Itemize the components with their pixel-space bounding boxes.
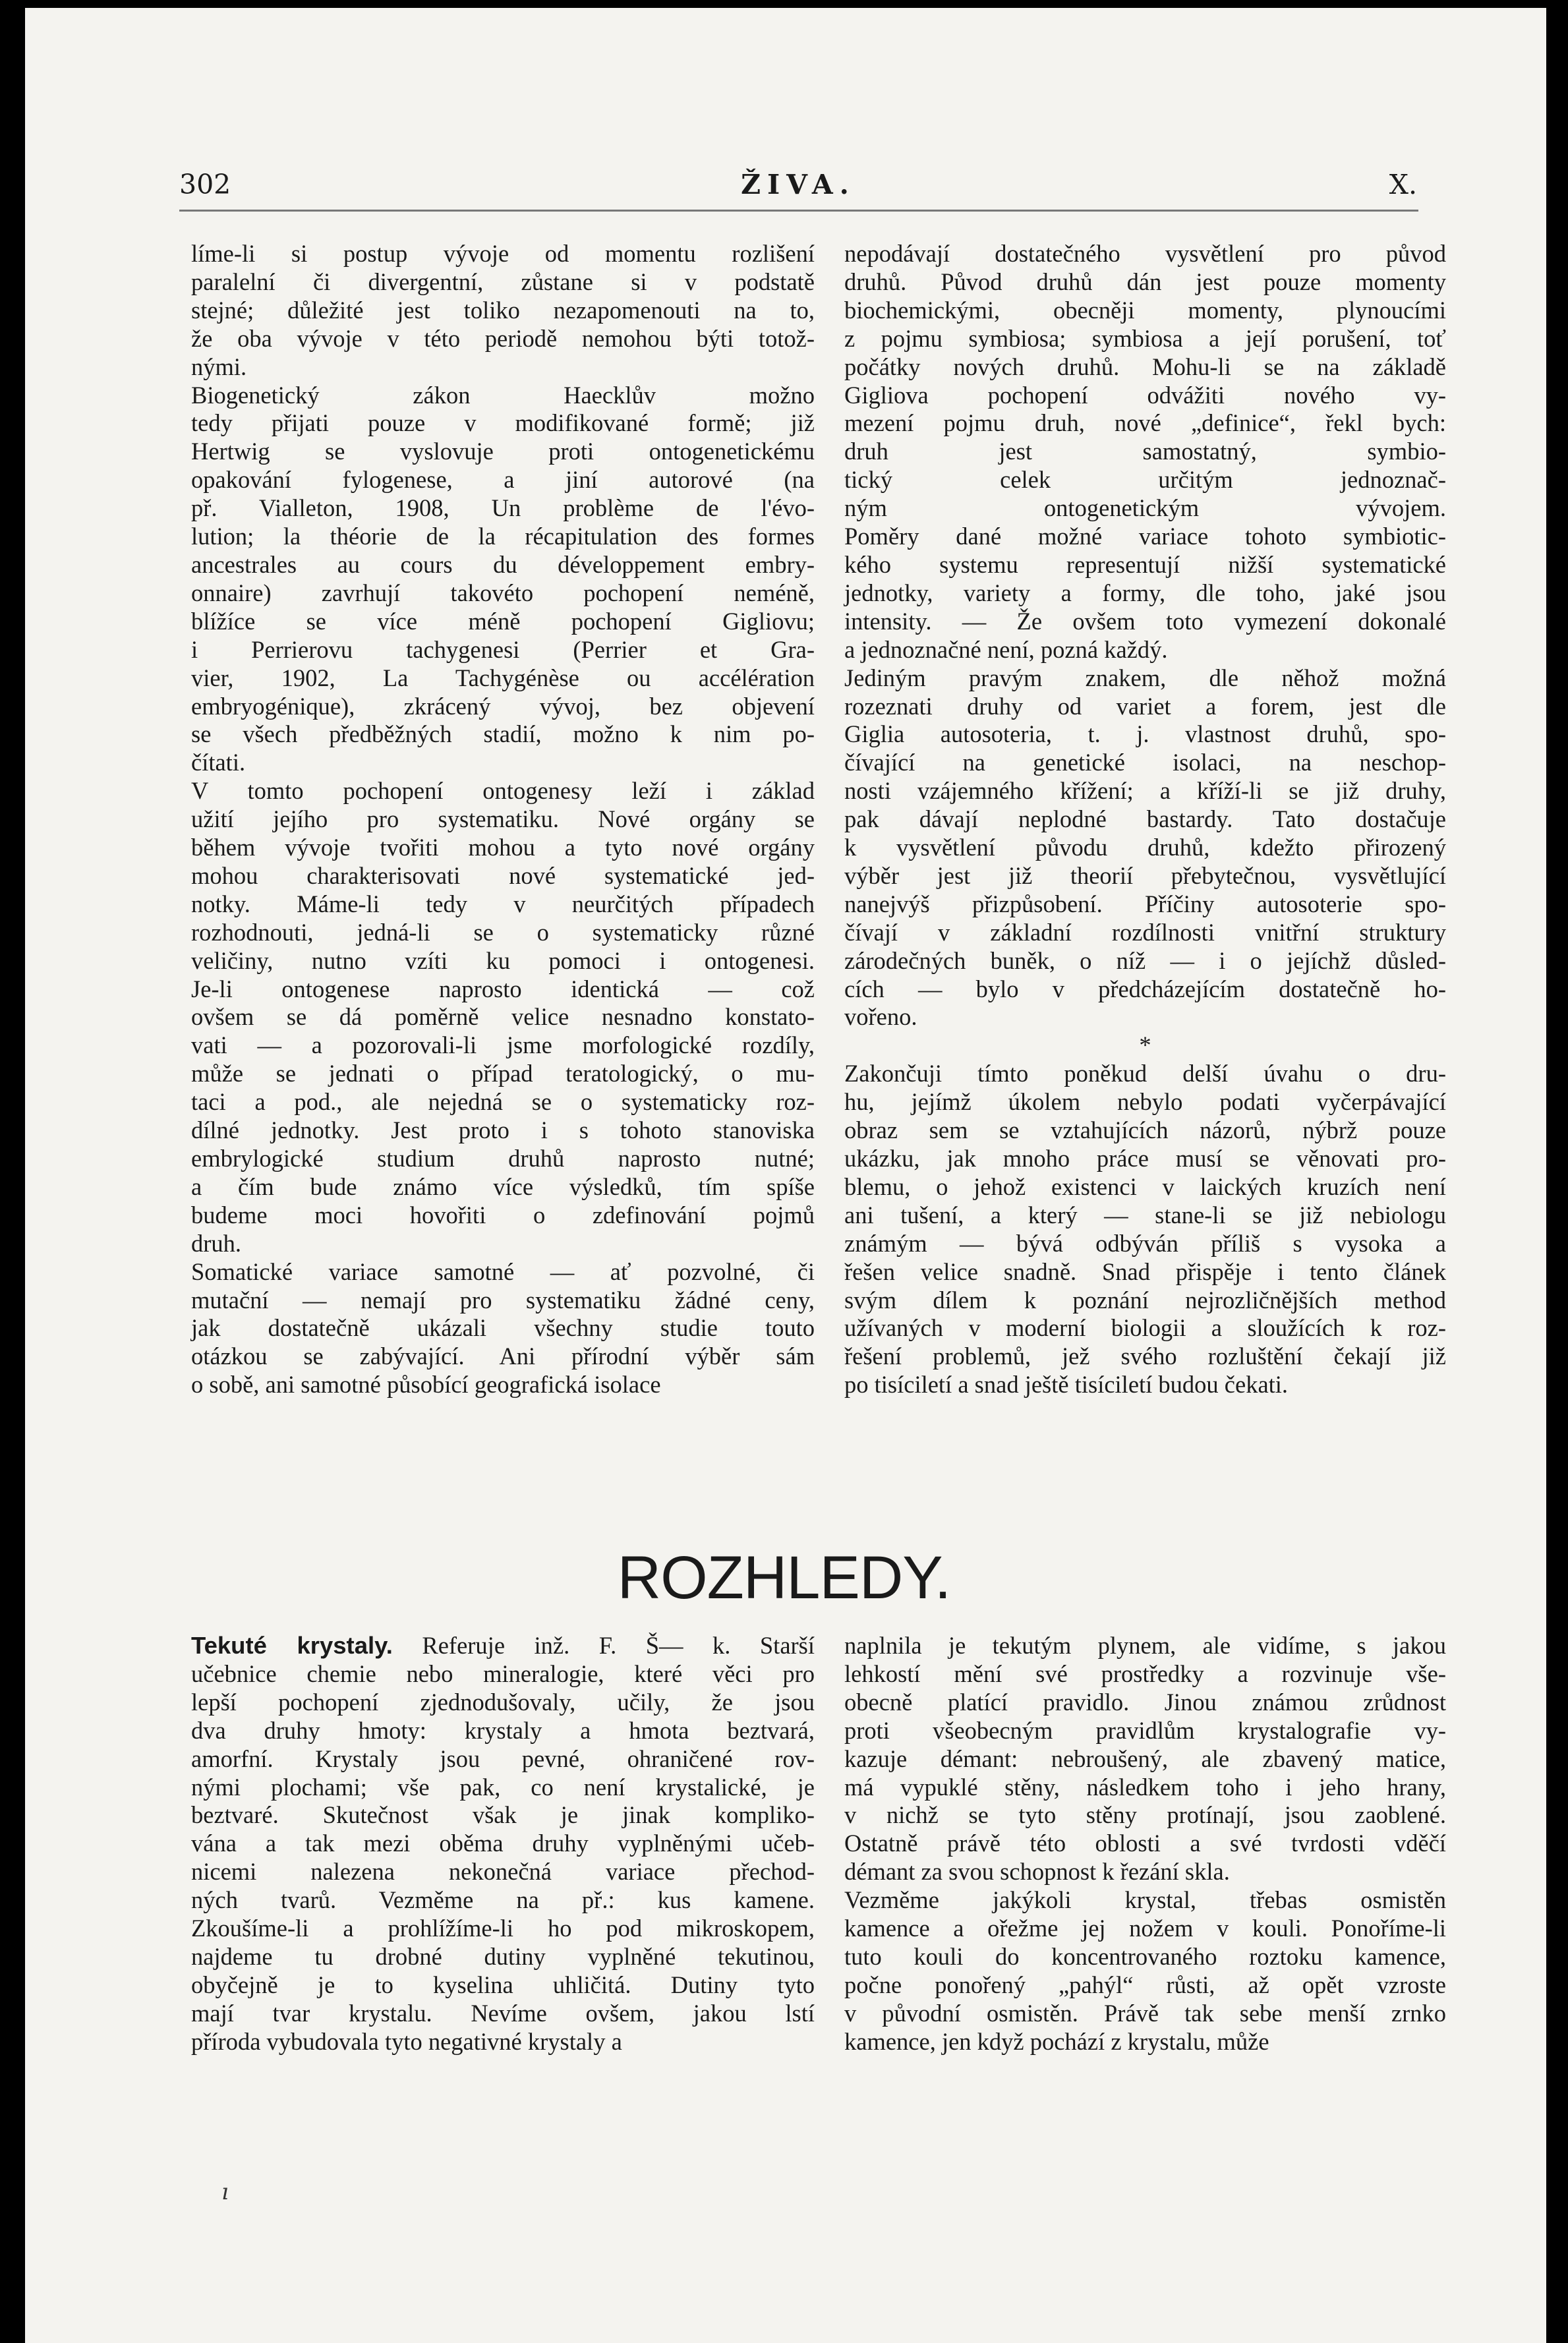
column-top-right [844, 240, 1446, 1399]
text-line: * [1139, 1031, 1151, 1059]
text-line: nými. [191, 353, 247, 380]
text-line: má vypuklé stěny, následkem toho i jeho hrany, [844, 1773, 1446, 1801]
text-line: proti všeobecným pravidlům krystalografie vy- [844, 1716, 1446, 1744]
text-line: druh jest samostatný, symbio- [844, 438, 1446, 465]
text-line: v původní osmistěn. Právě tak sebe menší zrnko [844, 1999, 1446, 2027]
text-line: veličiny, nutno vzíti ku pomoci i ontogenesi. [191, 946, 815, 974]
text-line: Zkoušíme-li a prohlížíme-li ho pod mikroskopem, [191, 1915, 815, 1942]
text-line: počátky nových druhů. Mohu-li se na základě [844, 353, 1446, 380]
article-title: Tekuté krystaly. [191, 1632, 393, 1659]
article-byline: Referuje inž. F. Š— k. [422, 1632, 731, 1659]
text-line: př. Vialleton, 1908, Un problème de l'évo- [191, 494, 815, 522]
text-line: jak dostatečně ukázali všechny studie touto [191, 1314, 815, 1342]
text-line: nými plochami; vše pak, co není krystalické, je [191, 1773, 815, 1801]
text-line: rozhodnouti, jedná-li se o systematicky různé [191, 918, 815, 946]
text-line: opakování fylogenese, a jiní autorové (na [191, 466, 815, 494]
text-line: budeme moci hovořiti o zdefinování pojmů [191, 1201, 815, 1229]
text-line: a jednoznačné není, pozná každý. [844, 635, 1168, 663]
text-line: biochemickými, obecněji momenty, plynoucími [844, 296, 1446, 324]
text-line: ným ontogenetickým vývojem. [844, 494, 1446, 522]
text-line: kamence, jen když pochází z krystalu, může [844, 2027, 1269, 2055]
text-line: i Perrierovu tachygenesi (Perrier et Gra- [191, 635, 815, 663]
text-line: mutační — nemají pro systematiku žádné ceny, [191, 1286, 815, 1314]
text-line: mají tvar krystalu. Nevíme ovšem, jakou lstí [191, 1999, 815, 2027]
text-line: nicemi nalezena nekonečná variace přechod- [191, 1858, 815, 1886]
text-line: k vysvětlení původu druhů, kdežto přirozený [844, 834, 1446, 861]
text-line: paralelní či divergentní, zůstane si v podstatě [191, 268, 815, 295]
text-line: embrylogické studium druhů naprosto nutné; [191, 1145, 815, 1172]
text-line: známým — bývá odbýván příliš s vysoka a [844, 1229, 1446, 1257]
text-line: řešen velice snadně. Snad přispěje i tento článek [844, 1258, 1446, 1285]
text-line: kazuje démant: nebroušený, ale zbavený matice, [844, 1745, 1446, 1772]
text-line: v nichž se tyto stěny protínají, jsou zaoblené. [844, 1801, 1446, 1829]
text-line: onnaire) zavrhují takovéto pochopení neméně, [191, 579, 815, 606]
text-line: Hertwig se vyslovuje proti ontogenetickému [191, 438, 815, 465]
text-line: užití jejího pro systematiku. Nové orgány se [191, 805, 815, 833]
text-line: otázkou se zabývající. Ani přírodní výběr sám [191, 1343, 815, 1370]
journal-title: ŽIVA. [741, 169, 856, 200]
text-line: obecně platící pravidlo. Jinou známou zrůdnost [844, 1688, 1446, 1716]
text-line: čívající na genetické isolaci, na neschop- [844, 749, 1446, 776]
text-line: Je-li ontogenese naprosto identická — což [191, 975, 815, 1002]
text-line: taci a pod., ale nejedná se o systematicky roz- [191, 1088, 815, 1116]
text-line: užívaných v moderní biologii a sloužících k roz- [844, 1314, 1446, 1342]
text-line: blížíce se více méně pochopení Gigliovu; [191, 607, 815, 635]
footer-mark: ı [221, 2179, 229, 2205]
text-line: počne ponořený „pahýl“ růsti, až opět vzroste [844, 1971, 1446, 1998]
text-line: vati — a pozorovali-li jsme morfologické rozdíly, [191, 1031, 815, 1059]
text-line: ani tušení, a který — stane-li se již nebiologu [844, 1201, 1446, 1229]
volume-number: X. [1389, 169, 1417, 200]
text-line: lepší pochopení zjednodušovaly, učily, že jsou [191, 1688, 815, 1716]
text-line: vána a tak mezi oběma druhy vyplněnými učeb- [191, 1830, 815, 1857]
column-top-left [191, 240, 815, 1399]
text-line: cích — bylo v předcházejícím dostatečně ho- [844, 975, 1446, 1002]
text-line: Ostatně právě této oblosti a své tvrdosti vděčí [844, 1830, 1446, 1857]
text-line: mohou charakterisovati nové systematické jed- [191, 861, 815, 889]
text-line: hu, jejímž úkolem nebylo podati vyčerpávající [844, 1088, 1446, 1116]
text-line: intensity. — Že ovšem toto vymezení dokonalé [844, 607, 1446, 635]
text-line: vier, 1902, La Tachygénèse ou accélération [191, 664, 815, 691]
text-line: kého systemu representují nižší systematické [844, 550, 1446, 578]
text-line: učebnice chemie nebo mineralogie, které věci pro [191, 1660, 815, 1687]
text-line: ancestrales au cours du développement embry- [191, 550, 815, 578]
article-line: Starší [759, 1632, 815, 1659]
article-column-right [844, 1632, 1446, 2056]
text-line: nanejvýš přizpůsobení. Příčiny autosoterie spo- [844, 890, 1446, 917]
text-line: mezení pojmu druh, nové „definice“, řekl bych: [844, 409, 1446, 437]
text-line: druh. [191, 1229, 242, 1257]
text-line: řešení problemů, jež svého rozluštění čekají již [844, 1343, 1446, 1370]
text-line: čítati. [191, 749, 246, 776]
text-line: nosti vzájemného křížení; a kříží-li se již druhy, [844, 777, 1446, 805]
text-line: kamence a ořežme jej nožem v kouli. Ponoříme-li [844, 1915, 1446, 1942]
text-line: čívají v základní rozdílnosti vnitřní struktury [844, 918, 1446, 946]
text-line: lution; la théorie de la récapitulation des formes [191, 523, 815, 550]
text-line: a čím bude známo více výsledků, tím spíše [191, 1172, 815, 1200]
text-line: dva druhy hmoty: krystaly a hmota beztvará, [191, 1716, 815, 1744]
text-line: může se jednati o případ teratologický, o mu- [191, 1060, 815, 1087]
article-column-left [191, 1632, 815, 2056]
text-line: vořeno. [844, 1003, 917, 1031]
text-line: tedy přijati pouze v modifikované formě; již [191, 409, 815, 437]
text-line: jednotky, variety a formy, dle toho, jaké jsou [844, 579, 1446, 606]
text-line: Somatické variace samotné — ať pozvolné, či [191, 1258, 815, 1285]
text-line: líme-li si postup vývoje od momentu rozlišení [191, 240, 815, 267]
text-line: ovšem se dá poměrně velice nesnadno konstato- [191, 1003, 815, 1031]
text-line: ných tvarů. Vezměme na př.: kus kamene. [191, 1886, 815, 1914]
text-line: ukázku, jak mnoho práce musí se věnovati pro- [844, 1145, 1446, 1172]
text-line: blemu, o jehož existenci v laických kruzích není [844, 1172, 1446, 1200]
text-line: V tomto pochopení ontogenesy leží i základ [191, 777, 815, 805]
text-line: najdeme tu drobné dutiny vyplněné tekutinou, [191, 1942, 815, 1970]
text-line: z pojmu symbiosa; symbiosa a její porušení, toť [844, 324, 1446, 352]
section-title: ROZHLEDY. [617, 1544, 951, 1611]
text-line: Biogenetický zákon Haecklův možno [191, 381, 815, 409]
text-line: po tisíciletí a snad ještě tisíciletí budou čekati. [844, 1371, 1289, 1399]
text-line: Poměry dané možné variace tohoto symbiotic- [844, 523, 1446, 550]
page-number: 302 [179, 169, 231, 200]
text-line: Vezměme jakýkoli krystal, třebas osmistěn [844, 1886, 1446, 1914]
text-line: beztvaré. Skutečnost však je jinak kompliko- [191, 1801, 815, 1829]
text-line: lehkostí mění své prostředky a rozvinuje vše- [844, 1660, 1446, 1687]
text-line: Jediným pravým znakem, dle něhož možná [844, 664, 1446, 691]
article-first-line [191, 1632, 815, 1660]
text-line: tuto kouli do koncentrovaného roztoku kamence, [844, 1942, 1446, 1970]
text-line: Gigliova pochopení odvážiti nového vy- [844, 381, 1446, 409]
text-line: amorfní. Krystaly jsou pevné, ohraničené rov- [191, 1745, 815, 1772]
text-line: pak dávají neplodné bastardy. Tato dostačuje [844, 805, 1446, 833]
text-line: zárodečných buněk, o níž — i o jejíchž důsled- [844, 946, 1446, 974]
text-line: o sobě, ani samotné působící geografická isolace [191, 1371, 661, 1399]
text-line: druhů. Původ druhů dán jest pouze momenty [844, 268, 1446, 295]
text-line: naplnila je tekutým plynem, ale vidíme, s jakou [844, 1632, 1446, 1659]
text-line: obyčejně je to kyselina uhličitá. Dutiny tyto [191, 1971, 815, 1998]
text-line: během vývoje tvořiti mohou a tyto nové orgány [191, 834, 815, 861]
header-rule [179, 210, 1418, 212]
text-line: tický celek určitým jednoznač- [844, 466, 1446, 494]
text-line: stejné; důležité jest toliko nezapomenouti na to, [191, 296, 815, 324]
text-line: Giglia autosoteria, t. j. vlastnost druhů, spo- [844, 720, 1446, 748]
text-line: obraz sem se vztahujících názorů, nýbrž pouze [844, 1116, 1446, 1144]
text-line: dílné jednotky. Jest proto i s tohoto stanoviska [191, 1116, 815, 1144]
text-line: výběr jest již theorií přebytečnou, vysvětlující [844, 861, 1446, 889]
text-line: rozeznati druhy od variet a forem, jest dle [844, 692, 1446, 720]
text-line: příroda vybudovala tyto negativné krystaly a [191, 2027, 622, 2055]
text-line: že oba vývoje v této periodě nemohou býti totož- [191, 324, 815, 352]
text-line: se všech předběžných stadií, možno k nim po- [191, 720, 815, 748]
text-line: nepodávají dostatečného vysvětlení pro původ [844, 240, 1446, 267]
text-line: svým dílem k poznání nejrozličnějších method [844, 1286, 1446, 1314]
text-line: Zakončuji tímto poněkud delší úvahu o dru- [844, 1060, 1446, 1087]
running-header [179, 169, 1417, 208]
text-line: démant za svou schopnost k řezání skla. [844, 1858, 1230, 1886]
text-line: notky. Máme-li tedy v neurčitých případech [191, 890, 815, 917]
text-line: embryogénique), zkrácený vývoj, bez objevení [191, 692, 815, 720]
